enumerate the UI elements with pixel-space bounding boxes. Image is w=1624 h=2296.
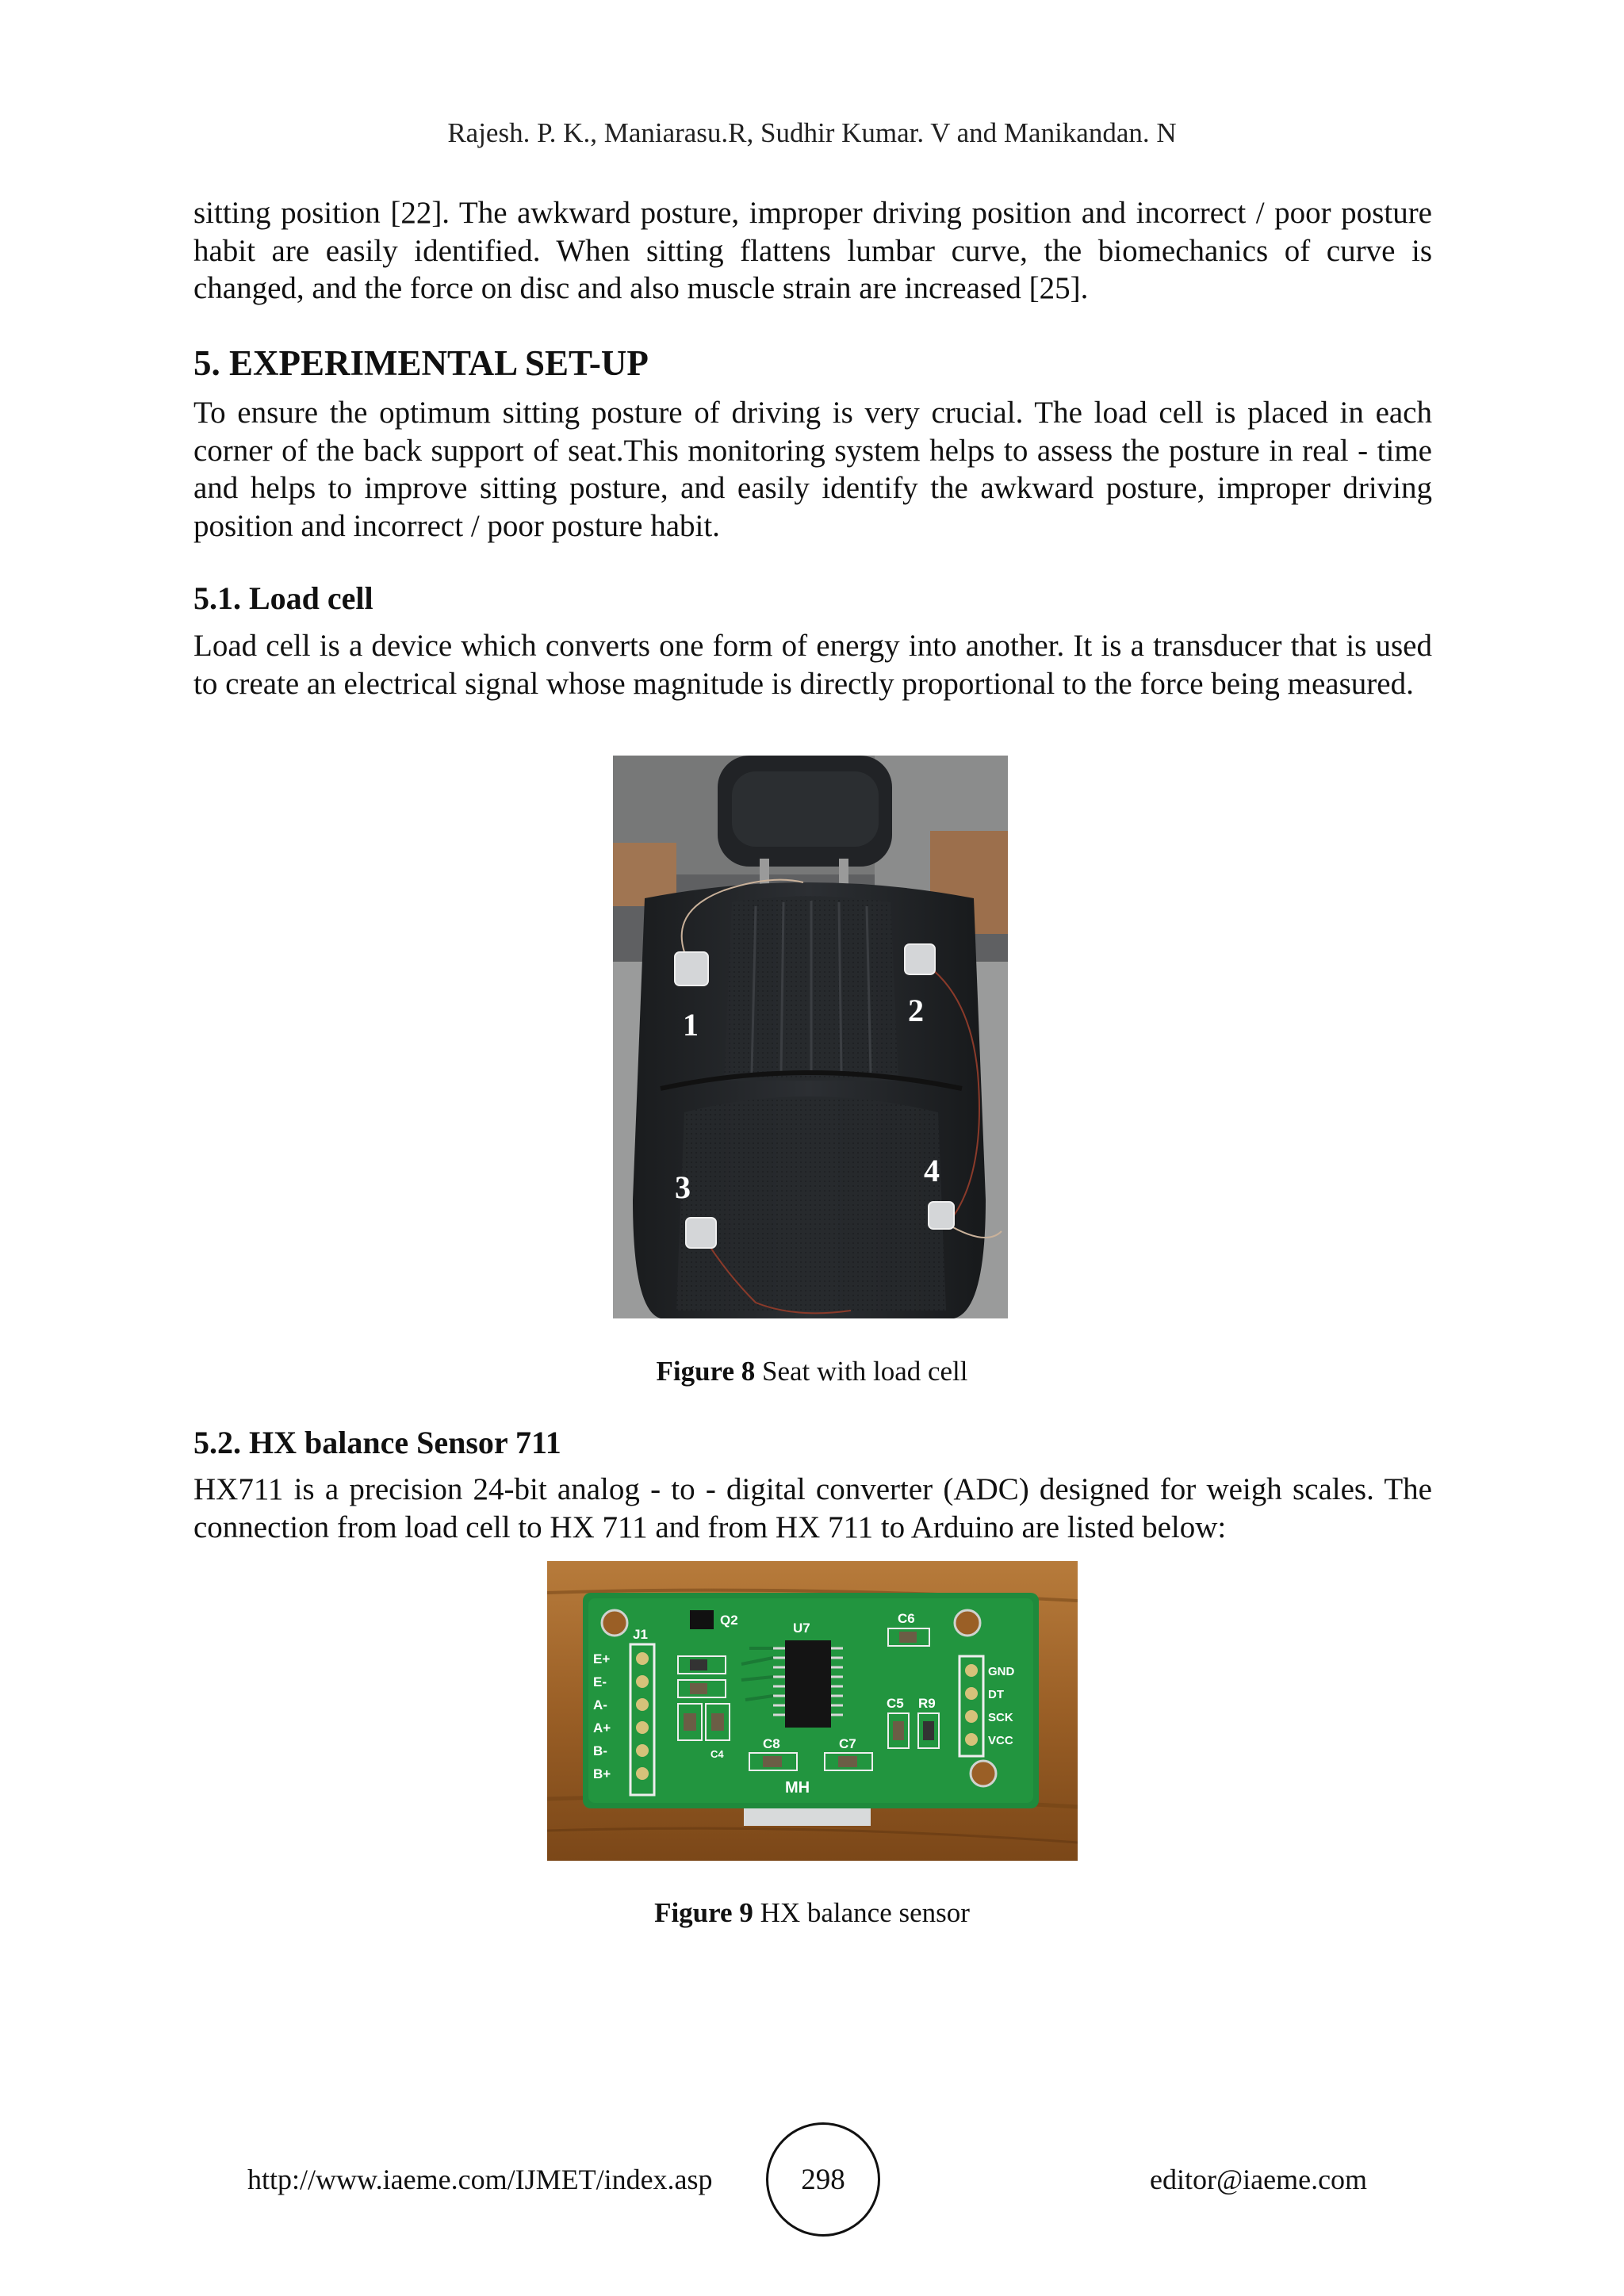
- pin-label-sck: SCK: [988, 1711, 1013, 1724]
- section-5-paragraph: To ensure the optimum sitting posture of driving is very crucial. The load cell is placed in each corner of the back support of seat.This monitoring system helps to assess the posture in real - time and helps to improve sitting posture, and easily identify the awkward posture, improper driving position and incorrect / poor posture habit.: [193, 396, 1432, 543]
- page-number: 298: [801, 2163, 845, 2196]
- figure-9-label: Figure 9: [654, 1897, 753, 1928]
- pin-label-a-plus: A+: [593, 1720, 611, 1735]
- seat-marker-4: 4: [924, 1153, 940, 1188]
- footer-url[interactable]: http://www.iaeme.com/IJMET/index.asp: [247, 2164, 713, 2195]
- section-5-1-heading: 5.1. Load cell: [193, 580, 373, 616]
- figure-8-label: Figure 8: [656, 1356, 756, 1387]
- section-5-2-heading: 5.2. HX balance Sensor 711: [193, 1425, 561, 1460]
- pin-label-e-minus: E-: [593, 1674, 607, 1689]
- figure-9-caption-text: HX balance sensor: [753, 1897, 970, 1928]
- running-head: Rajesh. P. K., Maniarasu.R, Sudhir Kumar. V and Manikandan. N: [447, 117, 1177, 148]
- pin-label-a-minus: A-: [593, 1697, 607, 1712]
- pin-label-e-plus: E+: [593, 1651, 611, 1667]
- pin-label-vcc: VCC: [988, 1734, 1013, 1747]
- section-5-heading: 5. EXPERIMENTAL SET-UP: [193, 343, 649, 383]
- seat-marker-1: 1: [683, 1007, 699, 1043]
- mh-label: MH: [785, 1779, 810, 1797]
- c4-label: C4: [710, 1748, 724, 1760]
- j1-label: J1: [633, 1627, 648, 1642]
- figure-9-caption: [0, 1897, 1624, 1929]
- section-5-2-paragraph: HX711 is a precision 24-bit analog - to - digital converter (ADC) designed for weigh scales. The connection from load cell to HX 711 and from HX 711 to Arduino are listed below:: [193, 1472, 1432, 1544]
- seat-marker-3: 3: [675, 1169, 691, 1205]
- u7-label: U7: [793, 1621, 810, 1636]
- figure-8-caption-text: Seat with load cell: [755, 1356, 968, 1387]
- pin-label-gnd: GND: [988, 1665, 1015, 1678]
- c5-label: C5: [887, 1696, 904, 1711]
- seat-marker-2: 2: [908, 993, 924, 1028]
- c6-label: C6: [898, 1611, 915, 1626]
- section-5-1-paragraph: Load cell is a device which converts one form of energy into another. It is a transducer that is used to create an electrical signal whose magnitude is directly proportional to the force being measured.: [193, 629, 1432, 701]
- pin-label-b-minus: B-: [593, 1743, 607, 1758]
- q2-label: Q2: [720, 1613, 738, 1628]
- c7-label: C7: [839, 1736, 856, 1751]
- r9-label: R9: [918, 1696, 936, 1711]
- page-number-circle: [766, 2122, 880, 2237]
- figure-9-hx711-photo: [547, 1561, 1078, 1861]
- figure-8-caption: [0, 1356, 1624, 1387]
- footer-email[interactable]: editor@iaeme.com: [1150, 2164, 1368, 2195]
- pin-label-b-plus: B+: [593, 1766, 611, 1781]
- pin-label-dt: DT: [988, 1688, 1004, 1701]
- c8-label: C8: [763, 1736, 780, 1751]
- intro-paragraph: sitting position [22]. The awkward posture, improper driving position and incorrect / poor posture habit are easily identified. When sitting flattens lumbar curve, the biomechanics of curve is changed, and the force on disc and also muscle strain are increased [25].: [193, 196, 1432, 305]
- figure-8-seat-photo: [613, 756, 1008, 1318]
